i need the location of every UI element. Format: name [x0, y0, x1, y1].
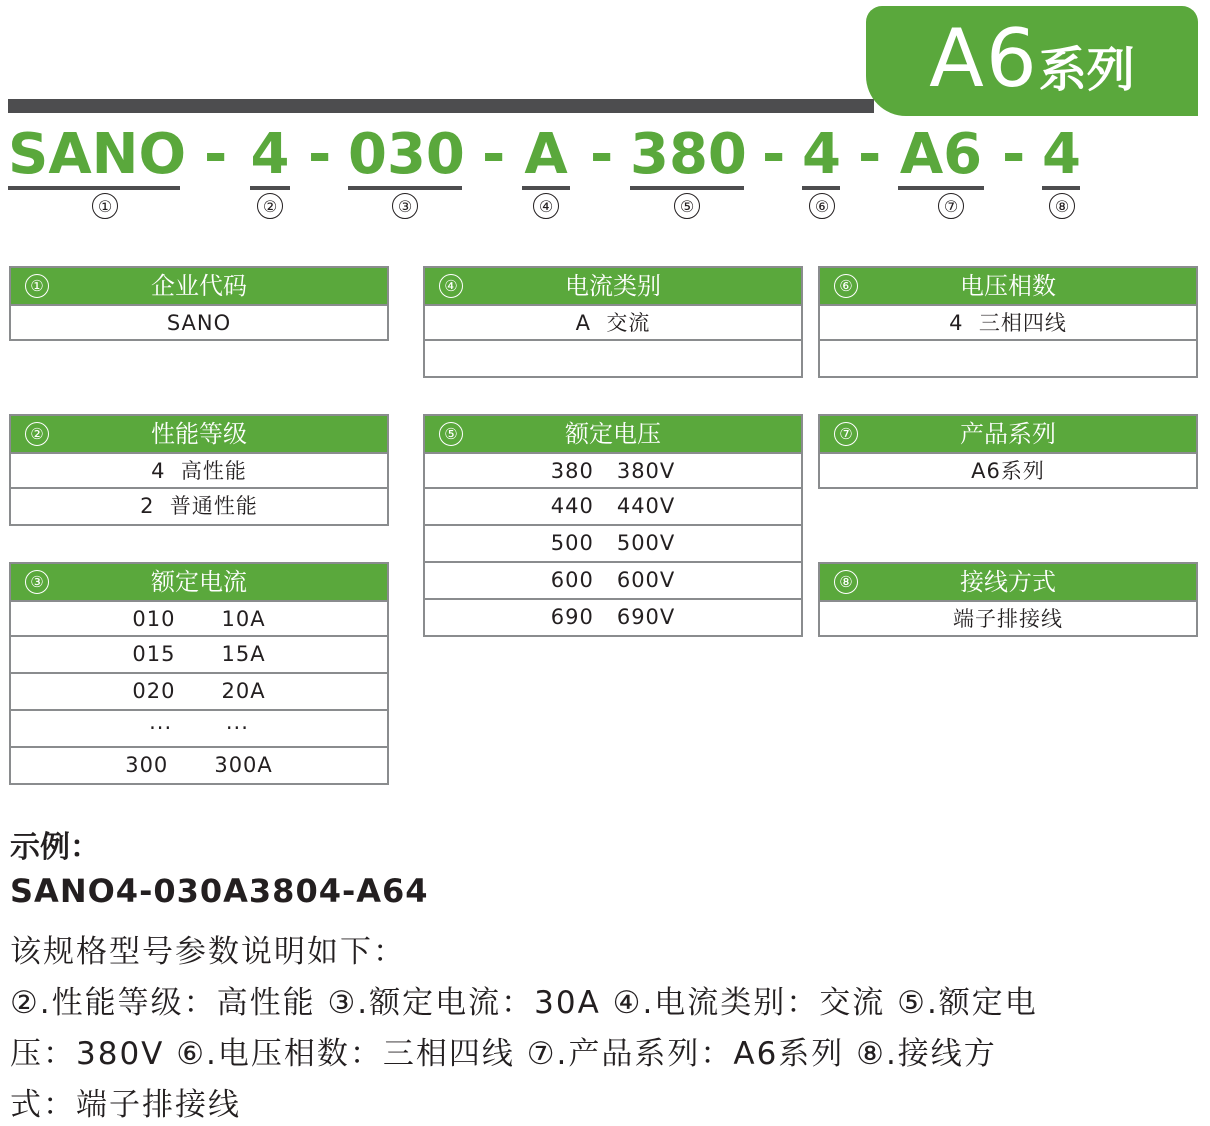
table-row: A6系列 — [818, 452, 1198, 489]
table-header — [818, 414, 1198, 452]
table-row: 4 三相四线 — [818, 304, 1198, 341]
series-tab — [866, 6, 1198, 116]
table-row: 500 500V — [423, 526, 803, 563]
code-separator: - — [308, 122, 332, 187]
table-row: SANO — [9, 304, 389, 341]
table-rated-current — [9, 562, 389, 785]
code-segment-series: A6 — [898, 124, 984, 190]
table-row: 015 15A — [9, 637, 389, 674]
code-marker-6: ⑥ — [809, 193, 835, 219]
code-segment-current-type: A — [522, 124, 570, 190]
code-separator: - — [858, 122, 882, 187]
table-title: 企业代码 — [151, 272, 247, 300]
table-row — [818, 341, 1198, 378]
table-index-marker: ① — [25, 274, 49, 298]
table-header — [9, 414, 389, 452]
table-company-code — [9, 266, 389, 341]
table-header — [818, 562, 1198, 600]
code-marker-5: ⑤ — [674, 193, 700, 219]
example-line-1: ②.性能等级：高性能 ③.额定电流：30A ④.电流类别：交流 ⑤.额定电 — [10, 985, 1038, 1021]
table-row: 690 690V — [423, 600, 803, 637]
table-index-marker: ④ — [439, 274, 463, 298]
example-heading: 示例： — [10, 830, 100, 865]
table-row: 600 600V — [423, 563, 803, 600]
code-segment-wiring: 4 — [1042, 124, 1080, 190]
table-row: 2 普通性能 — [9, 489, 389, 526]
table-row: 020 20A — [9, 674, 389, 711]
table-row — [423, 341, 803, 378]
table-voltage-phases — [818, 266, 1198, 378]
table-index-marker: ③ — [25, 570, 49, 594]
example-code: SANO4-030A3804-A64 — [10, 872, 429, 910]
series-code: A6 — [929, 12, 1039, 105]
example-line-2: 压：380V ⑥.电压相数：三相四线 ⑦.产品系列：A6系列 ⑧.接线方 — [10, 1036, 997, 1072]
code-segment-company: SANO — [8, 124, 180, 190]
table-wiring-method — [818, 562, 1198, 637]
table-title: 额定电压 — [565, 420, 661, 448]
table-title: 产品系列 — [960, 420, 1056, 448]
header-bar — [8, 99, 874, 113]
table-title: 电流类别 — [565, 272, 661, 300]
table-title: 额定电流 — [151, 568, 247, 596]
code-separator: - — [762, 122, 786, 187]
table-row: A 交流 — [423, 304, 803, 341]
table-performance-grade — [9, 414, 389, 526]
table-row: 010 10A — [9, 600, 389, 637]
table-product-series — [818, 414, 1198, 489]
code-marker-2: ② — [257, 193, 283, 219]
table-index-marker: ⑤ — [439, 422, 463, 446]
code-marker-8: ⑧ — [1049, 193, 1075, 219]
table-header — [818, 266, 1198, 304]
code-marker-3: ③ — [392, 193, 418, 219]
code-separator: - — [204, 122, 228, 187]
code-marker-7: ⑦ — [938, 193, 964, 219]
table-index-marker: ⑦ — [834, 422, 858, 446]
code-segment-phases: 4 — [802, 124, 840, 190]
table-header — [9, 562, 389, 600]
code-separator: - — [1002, 122, 1026, 187]
table-header — [423, 266, 803, 304]
code-segment-current: 030 — [348, 124, 462, 190]
code-segment-voltage: 380 — [630, 124, 744, 190]
table-index-marker: ② — [25, 422, 49, 446]
code-marker-4: ④ — [533, 193, 559, 219]
table-index-marker: ⑥ — [834, 274, 858, 298]
table-row: 300 300A — [9, 748, 389, 785]
series-title — [866, 12, 1198, 105]
series-suffix: 系列 — [1038, 42, 1135, 98]
table-header — [9, 266, 389, 304]
example-line-3: 式：端子排接线 — [10, 1087, 241, 1123]
table-row: 4 高性能 — [9, 452, 389, 489]
table-row: 端子排接线 — [818, 600, 1198, 637]
code-separator: - — [590, 122, 614, 187]
example-intro: 该规格型号参数说明如下： — [10, 934, 406, 970]
table-header — [423, 414, 803, 452]
table-title: 性能等级 — [151, 420, 247, 448]
table-rated-voltage — [423, 414, 803, 637]
table-title: 接线方式 — [960, 568, 1056, 596]
table-row: 440 440V — [423, 489, 803, 526]
table-row: ··· ··· — [9, 711, 389, 748]
code-separator: - — [482, 122, 506, 187]
table-current-type — [423, 266, 803, 378]
code-marker-1: ① — [92, 193, 118, 219]
table-row: 380 380V — [423, 452, 803, 489]
code-segment-performance: 4 — [250, 124, 290, 190]
table-index-marker: ⑧ — [834, 570, 858, 594]
table-title: 电压相数 — [960, 272, 1056, 300]
